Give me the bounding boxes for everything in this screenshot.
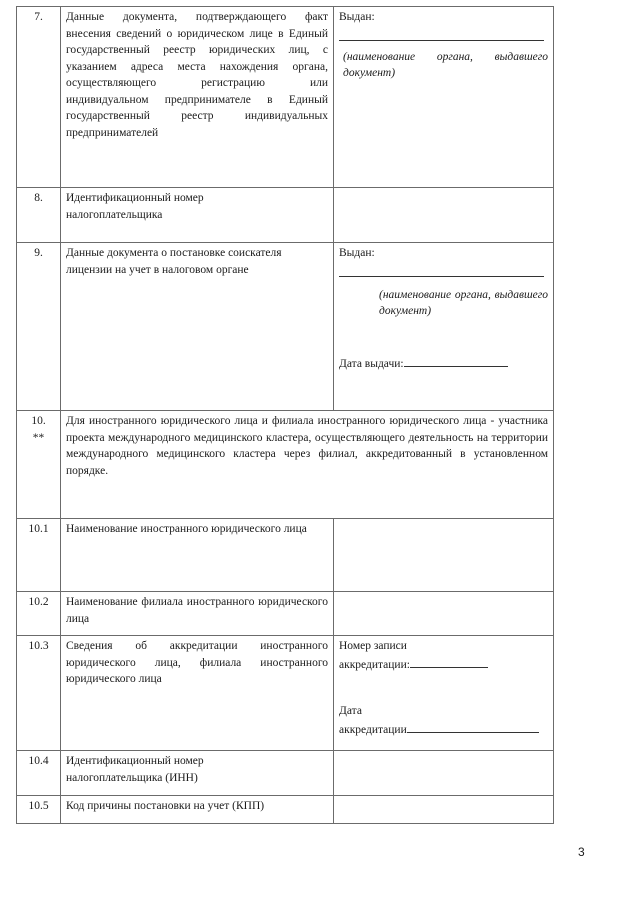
table-row-10-3 <box>17 636 554 751</box>
table-row-10-5 <box>17 796 554 824</box>
issue-date-field <box>339 354 548 373</box>
row-number-mark: ** <box>32 431 45 444</box>
row-value-cell[interactable] <box>334 751 554 796</box>
row-value-cell[interactable] <box>334 592 554 636</box>
row-value-cell <box>334 636 554 751</box>
table-row-10-2 <box>17 592 554 636</box>
accreditation-date-field <box>339 720 548 739</box>
row-description <box>61 188 334 243</box>
record-number-field <box>339 655 548 674</box>
page-number: 3 <box>578 845 585 859</box>
issuer-blank-line[interactable] <box>339 262 544 277</box>
form-table <box>16 6 554 824</box>
record-number-label-2: аккредитации: <box>339 658 410 671</box>
row-value-cell <box>334 7 554 188</box>
issuer-blank-line[interactable] <box>339 26 544 41</box>
row-value-cell[interactable] <box>334 519 554 592</box>
row-value-cell[interactable] <box>334 796 554 824</box>
row-description: Данные документа, подтверждающего факт внесения сведений о юридическом лице в Единый государственный реестр юридических лиц, с указанием адреса места нахождения органа, осуществляющего регистрацию или индивидуальном предпринимателе в Единый государственный реестр индивидуальных предпринимателей <box>61 7 334 188</box>
issued-label: Выдан: <box>339 11 375 23</box>
row-value-cell <box>334 243 554 411</box>
row-number: 10.3 <box>17 636 61 751</box>
accreditation-date-blank[interactable] <box>407 720 539 733</box>
row-number-main: 10. <box>31 415 46 427</box>
row-number: 10.1 <box>17 519 61 592</box>
row-number: 9. <box>17 243 61 411</box>
row-number: 8. <box>17 188 61 243</box>
row-description: Код причины постановки на учет (КПП) <box>61 796 334 824</box>
row-description <box>61 751 334 796</box>
issuer-note: (наименование органа, выдавшего документ) <box>379 288 548 317</box>
table-row-10-1 <box>17 519 554 592</box>
row-description: Сведения об аккредитации иностранного юридического лица, филиала иностранного юридического лица <box>61 636 334 751</box>
row-description: Наименование филиала иностранного юридического лица <box>61 592 334 636</box>
accreditation-date-label-2: аккредитации <box>339 723 407 736</box>
record-number-blank[interactable] <box>410 655 488 668</box>
row-number: 10.2 <box>17 592 61 636</box>
table-row-8 <box>17 188 554 243</box>
row-number: 7. <box>17 7 61 188</box>
row-number <box>17 411 61 519</box>
row-description-text: Идентификационный номер налогоплательщика <box>66 192 204 221</box>
row-description-text: Идентификационный номер налогоплательщика (ИНН) <box>66 755 204 784</box>
row-description-text: Данные документа о постановке соискателя лицензии на учет в налоговом органе <box>66 247 282 276</box>
record-number-label: Номер записи <box>339 640 407 652</box>
accreditation-date-label: Дата <box>339 705 362 717</box>
issue-date-label: Дата выдачи: <box>339 357 404 370</box>
table-row-10-4 <box>17 751 554 796</box>
table-row-9 <box>17 243 554 411</box>
issue-date-blank[interactable] <box>404 354 508 367</box>
table-row-7 <box>17 7 554 188</box>
row-description <box>61 243 334 411</box>
row-value-cell[interactable] <box>334 188 554 243</box>
row-number: 10.5 <box>17 796 61 824</box>
issuer-note: (наименование органа, выдавшего документ) <box>343 50 548 79</box>
issued-label: Выдан: <box>339 247 375 259</box>
row-description: Наименование иностранного юридического лица <box>61 519 334 592</box>
row-description: Для иностранного юридического лица и филиала иностранного юридического лица - участника проекта международного медицинского кластера, осуществляющего деятельность на территории международного медицинского кластера через филиал, аккредитованный в установленном порядке. <box>61 411 554 519</box>
table-row-10 <box>17 411 554 519</box>
row-number: 10.4 <box>17 751 61 796</box>
